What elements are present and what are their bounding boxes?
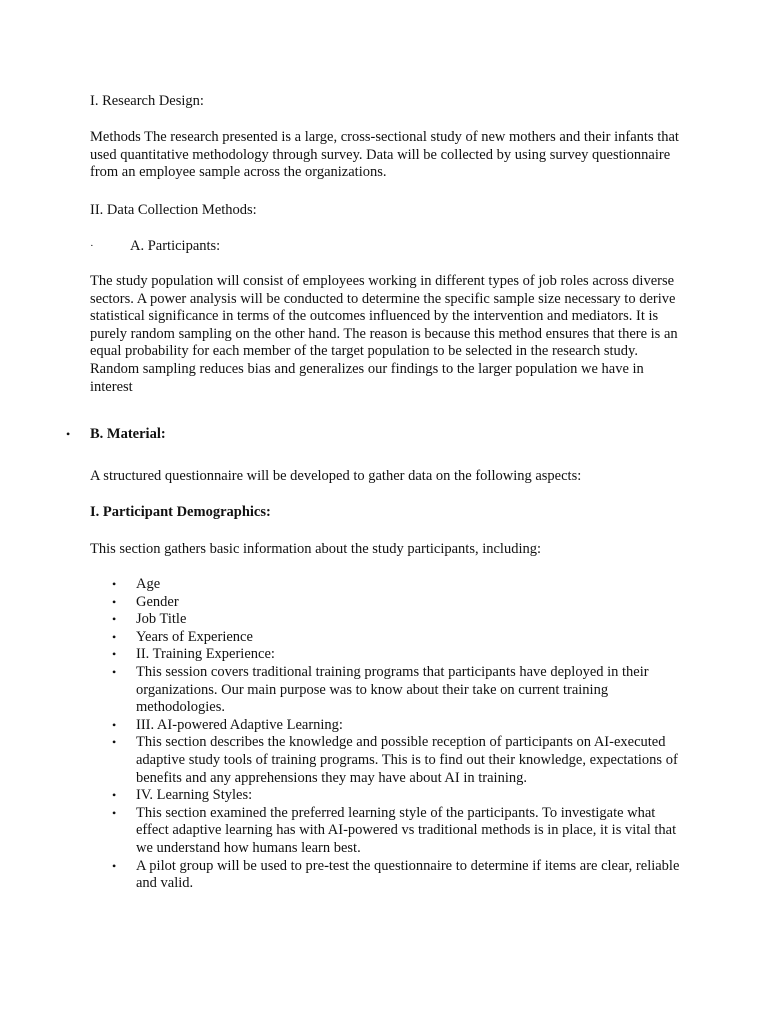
participants-paragraph: The study population will consist of employees working in different types of job roles across diverse sectors. A power analysis will be conducted to determine the specific sample size necessary to derive statistical significance in terms of the outcomes influenced by the intervention and mediators. It is purely random sampling on the other hand. The reason is because this method ensures that there is an equal probability for each member of the target population to be selected in the research study. Random sampling reduces bias and generalizes our findings to the larger population we have in interest [90,273,678,395]
list-item: • Years of Experience [112,629,682,647]
list-item: • This section describes the knowledge and possible reception of participants on AI-executed adaptive study tools of training programs. This is to find out their knowledge, expectations of benefits and any apprehensions they may have about AI in training. [112,734,682,787]
list-item: • Gender [112,594,682,612]
research-design-paragraph: Methods The research presented is a large, cross-sectional study of new mothers and their infants that used quantitative methodology through survey. Data will be collected by using survey questionnaire from an employee sample across the organizations. [90,129,679,181]
demographics-heading: I. Participant Demographics: [90,504,271,520]
list-item: • III. AI-powered Adaptive Learning: [112,717,682,735]
material-intro: A structured questionnaire will be developed to gather data on the following aspects: [90,468,582,484]
research-design-heading: I. Research Design: [90,93,204,109]
participants-heading: A. Participants: [130,238,221,254]
questionnaire-list [112,576,682,893]
participants-marker: · [90,240,94,252]
list-item: • A pilot group will be used to pre-test the questionnaire to determine if items are clear, reliable and valid. [112,858,682,893]
list-item: • Job Title [112,611,682,629]
list-item: • II. Training Experience: [112,646,682,664]
list-item: • This section examined the preferred learning style of the participants. To investigate what effect adaptive learning has with AI-powered vs traditional methods is in place, it is vital that we understand how humans learn best. [112,805,682,858]
data-collection-heading: II. Data Collection Methods: [90,202,257,218]
list-item: • IV. Learning Styles: [112,787,682,805]
list-item: • This session covers traditional training programs that participants have deployed in their organizations. Our main purpose was to know about their take on current training methodologies. [112,664,682,717]
list-item: • Age [112,576,682,594]
material-bullet: • [66,427,71,441]
demographics-intro: This section gathers basic information about the study participants, including: [90,541,542,557]
material-heading: B. Material: [90,426,166,442]
